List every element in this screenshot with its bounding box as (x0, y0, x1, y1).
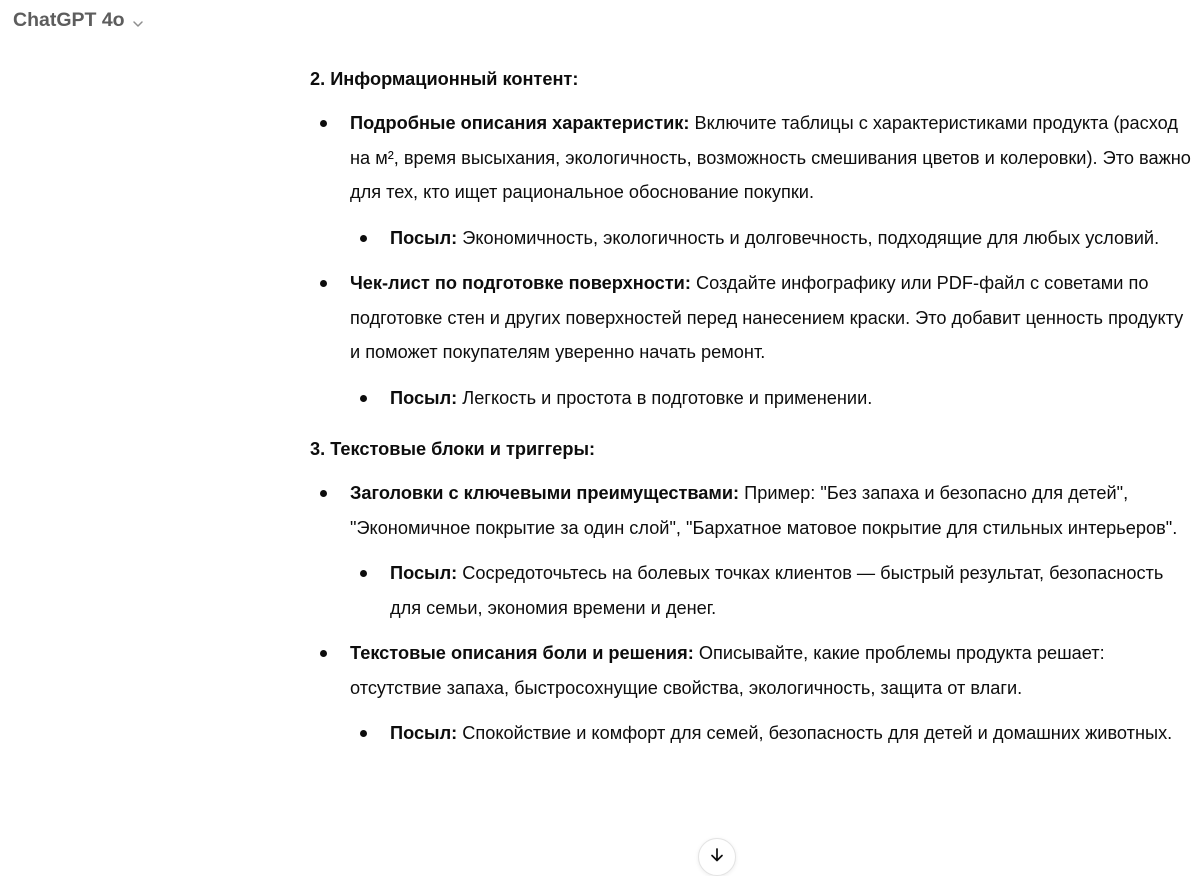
item-text: Пример: "Без запаха и безопасно для детей", "Экономичное покрытие за один слой", "Бархатное матовое покрытие для стильных интерьеров". (350, 483, 1178, 538)
model-selector-button[interactable] (13, 7, 145, 33)
sub-item-text: Спокойствие и комфорт для семей, безопасность для детей и домашних животных. (457, 723, 1173, 743)
item-lead: Чек-лист по подготовке поверхности: (350, 273, 691, 293)
list-item (310, 476, 1195, 545)
item-text: Создайте инфографику или PDF-файл с советами по подготовке стен и других поверхностей перед нанесением краски. Это добавит ценность продукту и поможет покупателям уверенно начать ремонт. (350, 273, 1184, 362)
arrow-down-icon (708, 846, 726, 869)
item-lead: Текстовые описания боли и решения: (350, 643, 694, 663)
sub-item-lead: Посыл: (390, 227, 458, 248)
sub-list-item (310, 381, 1195, 416)
section-info-list (310, 106, 1195, 415)
section-heading-text-blocks: 3. Текстовые блоки и триггеры: (310, 439, 596, 459)
item-text: Описывайте, какие проблемы продукта решает: отсутствие запаха, быстросохнущие свойства, экологичность, защита от влаги. (350, 643, 1105, 698)
item-lead: Заголовки с ключевыми преимуществами: (350, 483, 740, 503)
sub-item-text: Легкость и простота в подготовке и применении. (457, 387, 873, 408)
sub-list-item (310, 221, 1195, 256)
sub-list-item (310, 556, 1195, 625)
sub-item-lead: Посыл: (390, 723, 458, 743)
model-label: ChatGPT 4o (13, 8, 125, 31)
sub-list-item (310, 716, 1195, 751)
item-lead: Подробные описания характеристик: (350, 113, 690, 133)
item-text: Включите таблицы с характеристиками продукта (расход на м², время высыхания, экологичность, возможность смешивания цветов и колеровки). Это важно для тех, кто ищет рациональное обоснование покупки. (350, 113, 1191, 202)
section-heading-info: 2. Информационный контент: (310, 69, 579, 89)
scroll-to-bottom-button[interactable] (698, 838, 736, 876)
sub-item-text: Экономичность, экологичность и долговечность, подходящие для любых условий. (457, 227, 1160, 248)
sub-item-lead: Посыл: (390, 387, 458, 408)
sub-item-text: Сосредоточьтесь на болевых точках клиентов — быстрый результат, безопасность для семьи, экономия времени и денег. (390, 563, 1164, 618)
chevron-down-icon (131, 14, 145, 28)
list-item (310, 266, 1195, 370)
assistant-message (310, 62, 1195, 762)
top-bar (0, 0, 1200, 40)
sub-item-lead: Посыл: (390, 563, 458, 583)
list-item (310, 636, 1195, 705)
section-text-list (310, 476, 1195, 751)
list-item (310, 106, 1195, 210)
